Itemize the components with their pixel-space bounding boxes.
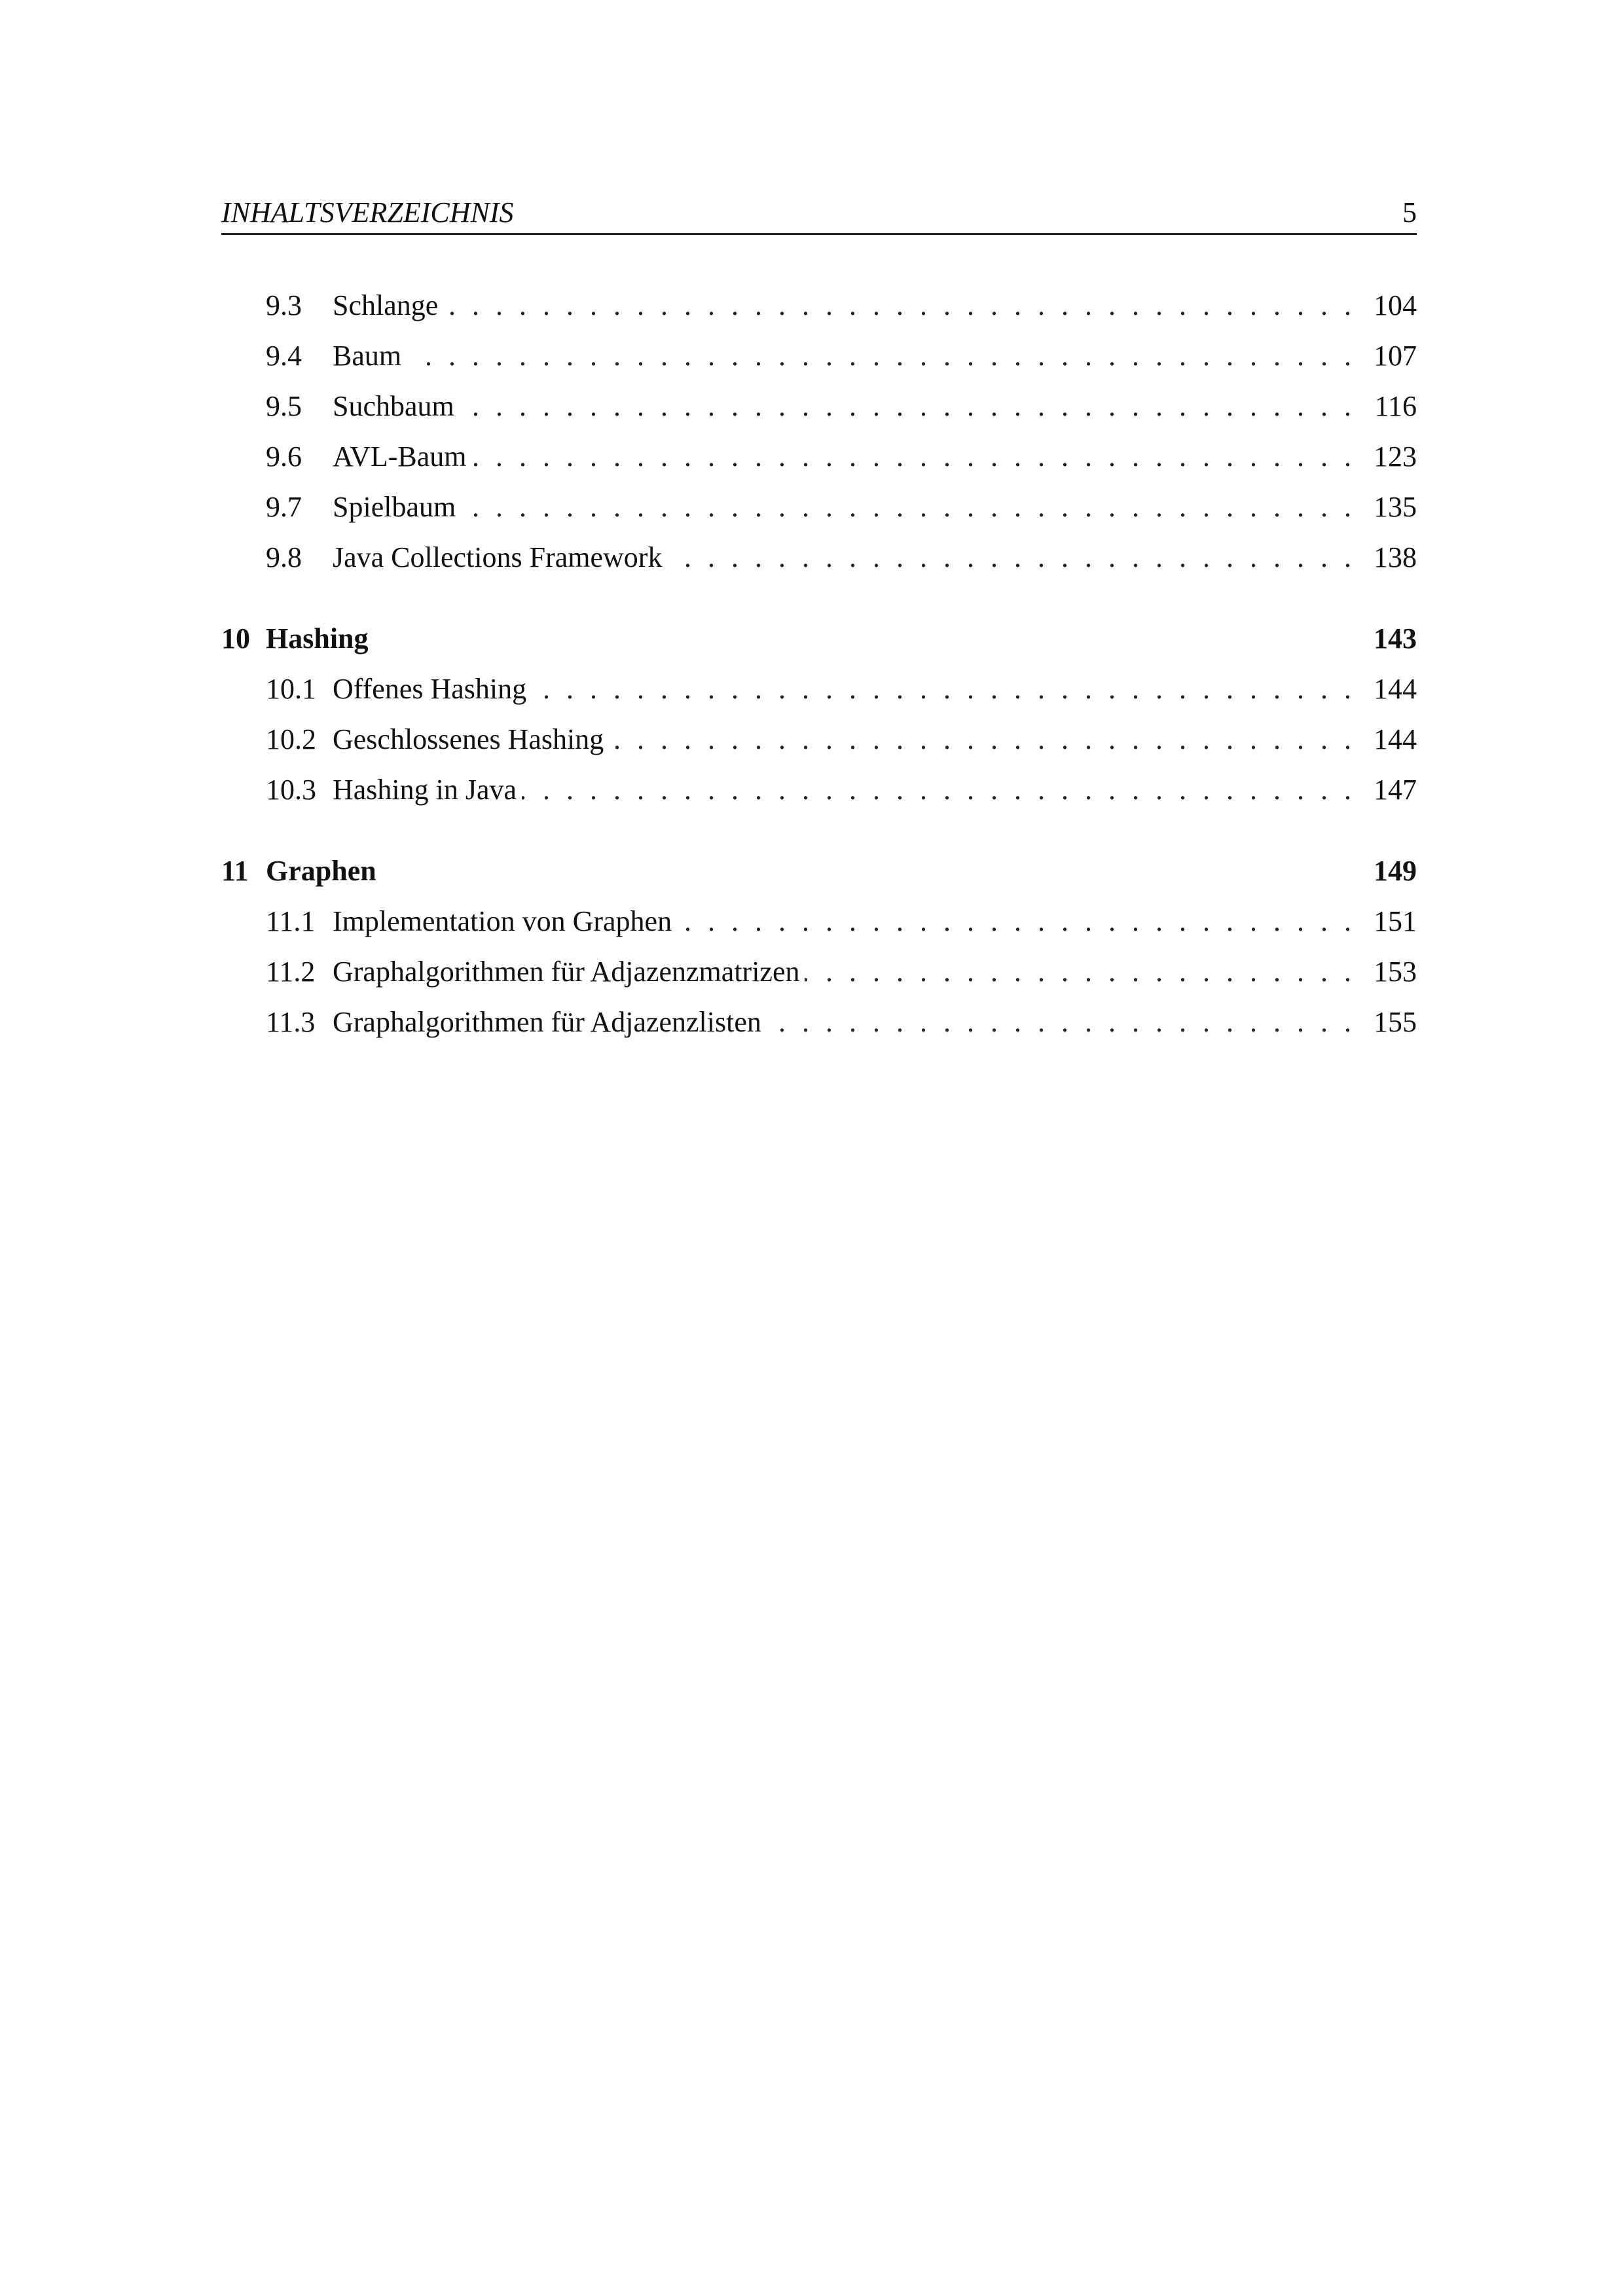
- toc-entry-number: 9.4: [266, 340, 302, 372]
- chapter-number: 11: [221, 855, 249, 887]
- toc-entry-page: 155: [1374, 1006, 1417, 1038]
- toc-entry[interactable]: [221, 714, 1417, 764]
- toc-entry-title: Implementation von Graphen: [333, 905, 672, 937]
- dot-leader: [767, 997, 1371, 1047]
- toc-chapter-graphen[interactable]: [221, 846, 1417, 896]
- toc-entry-title: Hashing in Java: [333, 774, 517, 806]
- dot-leader: [609, 714, 1371, 764]
- chapter-page: 149: [1374, 855, 1417, 887]
- running-header: [221, 194, 1417, 235]
- toc-entry-page: 144: [1374, 673, 1417, 705]
- dot-leader: [522, 764, 1371, 815]
- toc-entry-title: Offenes Hashing: [333, 673, 527, 705]
- table-of-contents: [221, 280, 1417, 1047]
- chapter-title: Graphen: [266, 855, 376, 887]
- toc-entry[interactable]: [221, 431, 1417, 482]
- toc-entry[interactable]: [221, 482, 1417, 532]
- chapter-page: 143: [1374, 622, 1417, 655]
- toc-entry-page: 144: [1374, 723, 1417, 755]
- toc-entry[interactable]: [221, 764, 1417, 815]
- toc-entry-page: 123: [1374, 440, 1417, 473]
- chapter-title: Hashing: [266, 622, 369, 655]
- dot-leader: [667, 532, 1371, 583]
- toc-entry-title: Graphalgorithmen für Adjazenzmatrizen: [333, 956, 800, 988]
- toc-entry-page: 151: [1374, 905, 1417, 937]
- toc-entry-title: Java Collections Framework: [333, 541, 663, 573]
- toc-entry-page: 107: [1374, 340, 1417, 372]
- toc-entry[interactable]: [221, 664, 1417, 714]
- toc-entry-title: AVL-Baum: [333, 440, 467, 473]
- toc-entry-page: 138: [1374, 541, 1417, 573]
- toc-entry-number: 11.2: [266, 956, 316, 988]
- header-page-number: 5: [1402, 196, 1417, 228]
- toc-entry[interactable]: [221, 532, 1417, 583]
- toc-entry-page: 104: [1374, 289, 1417, 321]
- toc-entry-number: 9.6: [266, 440, 302, 473]
- toc-entry-title: Geschlossenes Hashing: [333, 723, 604, 755]
- toc-entry[interactable]: [221, 331, 1417, 381]
- toc-entry-page: 116: [1374, 390, 1417, 422]
- toc-entry-title: Baum: [333, 340, 402, 372]
- dot-leader: [407, 331, 1371, 381]
- toc-entry-number: 9.7: [266, 491, 302, 523]
- toc-entry-number: 11.3: [266, 1006, 316, 1038]
- dot-leader: [472, 431, 1371, 482]
- toc-entry-page: 153: [1374, 956, 1417, 988]
- toc-entry[interactable]: [221, 280, 1417, 331]
- dot-leader: [532, 664, 1371, 714]
- dot-leader: [443, 280, 1371, 331]
- toc-entry-number: 9.3: [266, 289, 302, 321]
- toc-entry-title: Suchbaum: [333, 390, 454, 422]
- dot-leader: [805, 946, 1371, 997]
- toc-entry-number: 10.1: [266, 673, 316, 705]
- toc-entry-page: 135: [1374, 491, 1417, 523]
- dot-leader: [461, 482, 1371, 532]
- toc-entry-number: 11.1: [266, 905, 316, 937]
- toc-entry-number: 10.3: [266, 774, 316, 806]
- toc-entry-number: 9.8: [266, 541, 302, 573]
- toc-entry-number: 9.5: [266, 390, 302, 422]
- toc-entry[interactable]: [221, 381, 1417, 431]
- dot-leader: [677, 896, 1371, 946]
- toc-entry-number: 10.2: [266, 723, 316, 755]
- dot-leader: [460, 381, 1371, 431]
- toc-entry-title: Graphalgorithmen für Adjazenzlisten: [333, 1006, 761, 1038]
- chapter-number: 10: [221, 622, 250, 655]
- toc-entry-title: Schlange: [333, 289, 439, 321]
- toc-entry-title: Spielbaum: [333, 491, 456, 523]
- toc-entry[interactable]: [221, 997, 1417, 1047]
- toc-chapter-hashing[interactable]: [221, 613, 1417, 664]
- toc-entry[interactable]: [221, 946, 1417, 997]
- toc-entry[interactable]: [221, 896, 1417, 946]
- header-title: INHALTSVERZEICHNIS: [221, 196, 514, 228]
- toc-entry-page: 147: [1374, 774, 1417, 806]
